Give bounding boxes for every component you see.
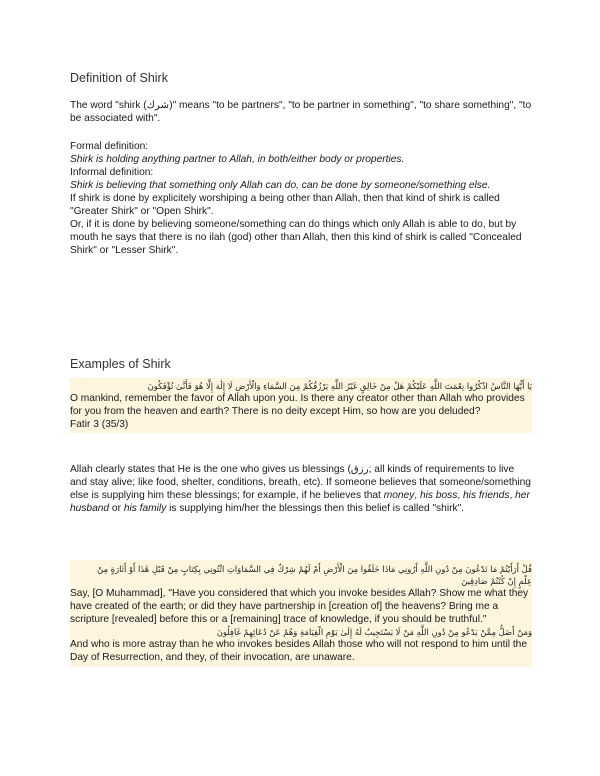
blessings-text-pre: Allah clearly states that He is the one who gives us blessings (رزق; all kinds of requirements to live and stay alive; like food, shelter, conditions, breath, etc). If someone believes that someone/something else is supplying him these blessings; for example, if he believes that bbox=[70, 464, 531, 501]
blessings-friends: his friends bbox=[463, 490, 510, 501]
blessings-paragraph bbox=[70, 463, 532, 515]
verse3-arabic: وَمَنْ أَضَلُّ مِمَّنْ يَدْعُو مِنْ دُونِ اللَّهِ مَنْ لَا يَسْتَجِيبُ لَهُ إِلَىٰ يَوْمِ الْقِيَامَةِ وَهُمْ عَنْ دُعَائِهِمْ غَافِلُونَ bbox=[216, 627, 532, 637]
intro-paragraph: The word "shirk (شرك)" means "to be partners", "to be partner in something", "to share something", "to be associated with". bbox=[70, 100, 532, 124]
blessings-text-post: is supplying him/her the blessings then this belief is called "shirk". bbox=[166, 503, 465, 514]
heading-definition: Definition of Shirk bbox=[70, 71, 168, 85]
blessings-sep-1: , bbox=[414, 490, 420, 501]
blessings-sep-3: , bbox=[509, 490, 516, 501]
verse3-english: And who is more astray than he who invokes besides Allah those who will not respond to him until the Day of Resurrection, and they, of their invocation, are unaware. bbox=[70, 639, 527, 663]
verse2-arabic-line1: قُلْ أَرَأَيْتُمْ مَا تَدْعُونَ مِنْ دُونِ اللَّهِ أَرُونِي مَاذَا خَلَقُوا مِنَ الْأَرْضِ أَمْ لَهُمْ شِرْكٌ فِي السَّمَاوَاتِ ائْتُونِي بِكِتَابٍ مِنْ قَبْلِ هَٰذَا أَوْ أَثَارَةٍ مِنْ bbox=[97, 564, 532, 574]
verse2-arabic-line2: عِلْمٍ إِنْ كُنْتُمْ صَادِقِينَ bbox=[461, 576, 532, 586]
verse2-block bbox=[70, 560, 532, 667]
informal-text: Shirk is believing that something only Allah can do, can be done by someone/something else. bbox=[70, 180, 491, 191]
greater-shirk-text: If shirk is done by explicitely worshiping a being other than Allah, then that kind of shirk is called "Greater Shirk" or "Open Shirk". bbox=[70, 193, 500, 217]
blessings-or: or bbox=[109, 503, 124, 514]
heading-examples: Examples of Shirk bbox=[70, 357, 171, 371]
informal-label: Informal definition: bbox=[70, 167, 154, 178]
blessings-boss: his boss bbox=[419, 490, 458, 501]
blessings-money: money bbox=[383, 490, 415, 501]
blessings-husband: her husband bbox=[70, 490, 530, 514]
lesser-shirk-text: Or, if it is done by believing someone/something can do things which only Allah is able to do, but by mouth he says that there is no ilah (god) other than Allah, then this kind of shirk is called "Concealed Shirk" or "Lesser Shirk". bbox=[70, 219, 522, 256]
verse2-english: Say, [O Muhammad], "Have you considered that which you invoke besides Allah? Show me what they have created of the earth; or did they have partnership in [creation of] the heavens? Bring me a scripture [revealed] before this or a [remaining] trace of knowledge, if you should be truthful." bbox=[70, 588, 529, 625]
definitions-block bbox=[70, 140, 532, 257]
verse1-english: O mankind, remember the favor of Allah upon you. Is there any creator other than Allah who provides for you from the heaven and earth? There is no deity except Him, so how are you deluded? bbox=[70, 393, 525, 417]
formal-label: Formal definition: bbox=[70, 141, 149, 152]
blessings-sep-2: , bbox=[457, 490, 464, 501]
formal-text: Shirk is holding anything partner to Allah, in both/either body or properties. bbox=[70, 154, 405, 165]
verse1-reference: Fatir 3 (35/3) bbox=[70, 419, 129, 430]
verse1-block bbox=[70, 378, 532, 433]
blessings-family: his family bbox=[123, 503, 167, 514]
verse1-arabic: يَا أَيُّهَا النَّاسُ اذْكُرُوا نِعْمَتَ اللَّهِ عَلَيْكُمْ هَلْ مِنْ خَالِقٍ غَيْرُ اللَّهِ يَرْزُقُكُمْ مِنَ السَّمَاءِ وَالْأَرْضِ لَا إِلَٰهَ إِلَّا هُوَ فَأَنَّىٰ تُؤْفَكُونَ bbox=[147, 381, 532, 391]
